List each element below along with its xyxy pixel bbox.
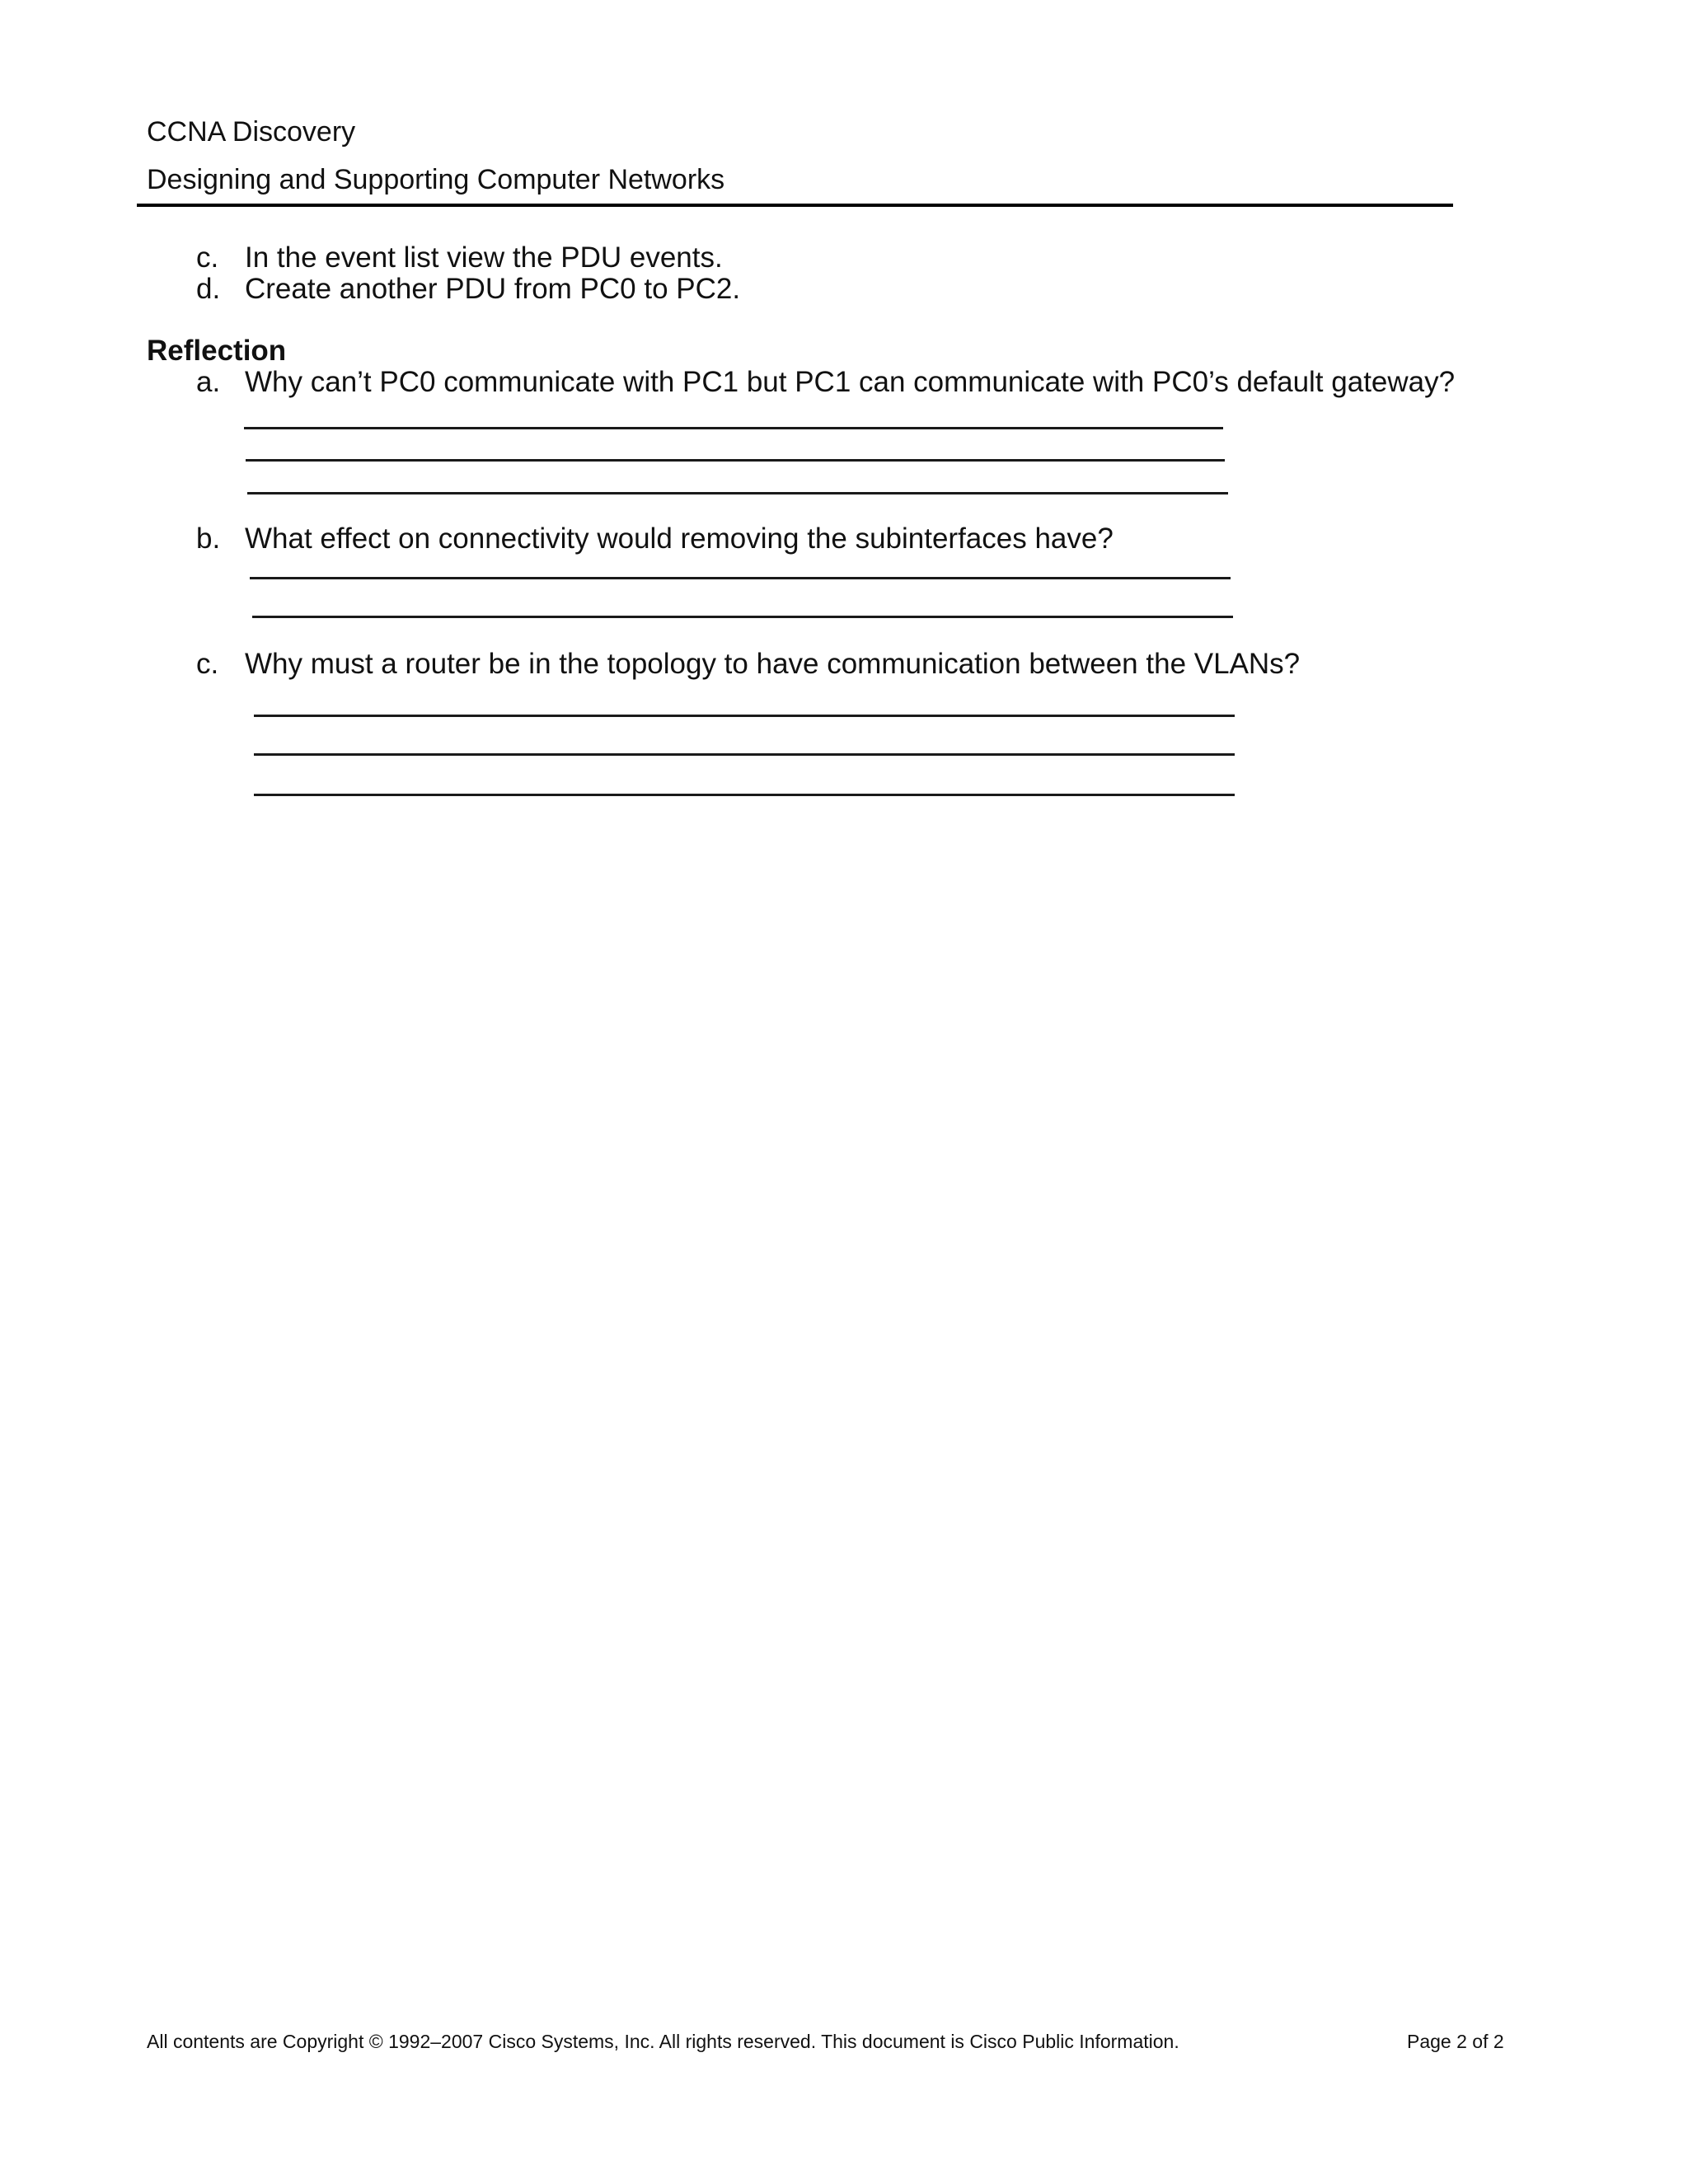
course-title: CCNA Discovery	[147, 116, 356, 148]
answer-line	[252, 616, 1233, 618]
question-item	[196, 524, 1114, 553]
footer-page-number: Page 2 of 2	[1407, 2031, 1504, 2052]
step-text: In the event list view the PDU events.	[245, 241, 723, 274]
step-label: c.	[196, 241, 219, 274]
question-item	[196, 368, 1455, 396]
answer-line	[254, 753, 1235, 756]
step-item	[196, 274, 740, 303]
answer-line	[254, 715, 1235, 717]
header-rule	[137, 204, 1453, 207]
question-text: Why must a router be in the topology to have communication between the VLANs?	[245, 648, 1301, 680]
question-text: What effect on connectivity would removing the subinterfaces have?	[245, 523, 1114, 555]
question-label: a.	[196, 366, 221, 398]
step-item	[196, 243, 723, 272]
step-text: Create another PDU from PC0 to PC2.	[245, 273, 741, 305]
answer-line	[254, 794, 1235, 796]
question-label: c.	[196, 648, 219, 680]
module-title: Designing and Supporting Computer Networks	[147, 164, 725, 195]
answer-line	[244, 427, 1223, 429]
step-label: d.	[196, 273, 221, 305]
answer-line	[247, 492, 1228, 494]
footer-copyright: All contents are Copyright © 1992–2007 Cisco Systems, Inc. All rights reserved. This document is Cisco Public Information.	[147, 2031, 1179, 2052]
question-text: Why can’t PC0 communicate with PC1 but PC1 can communicate with PC0’s default gateway?	[245, 366, 1456, 398]
reflection-heading: Reflection	[147, 335, 287, 367]
question-label: b.	[196, 523, 221, 555]
answer-line	[246, 459, 1225, 462]
question-item	[196, 649, 1300, 678]
answer-line	[250, 577, 1231, 579]
